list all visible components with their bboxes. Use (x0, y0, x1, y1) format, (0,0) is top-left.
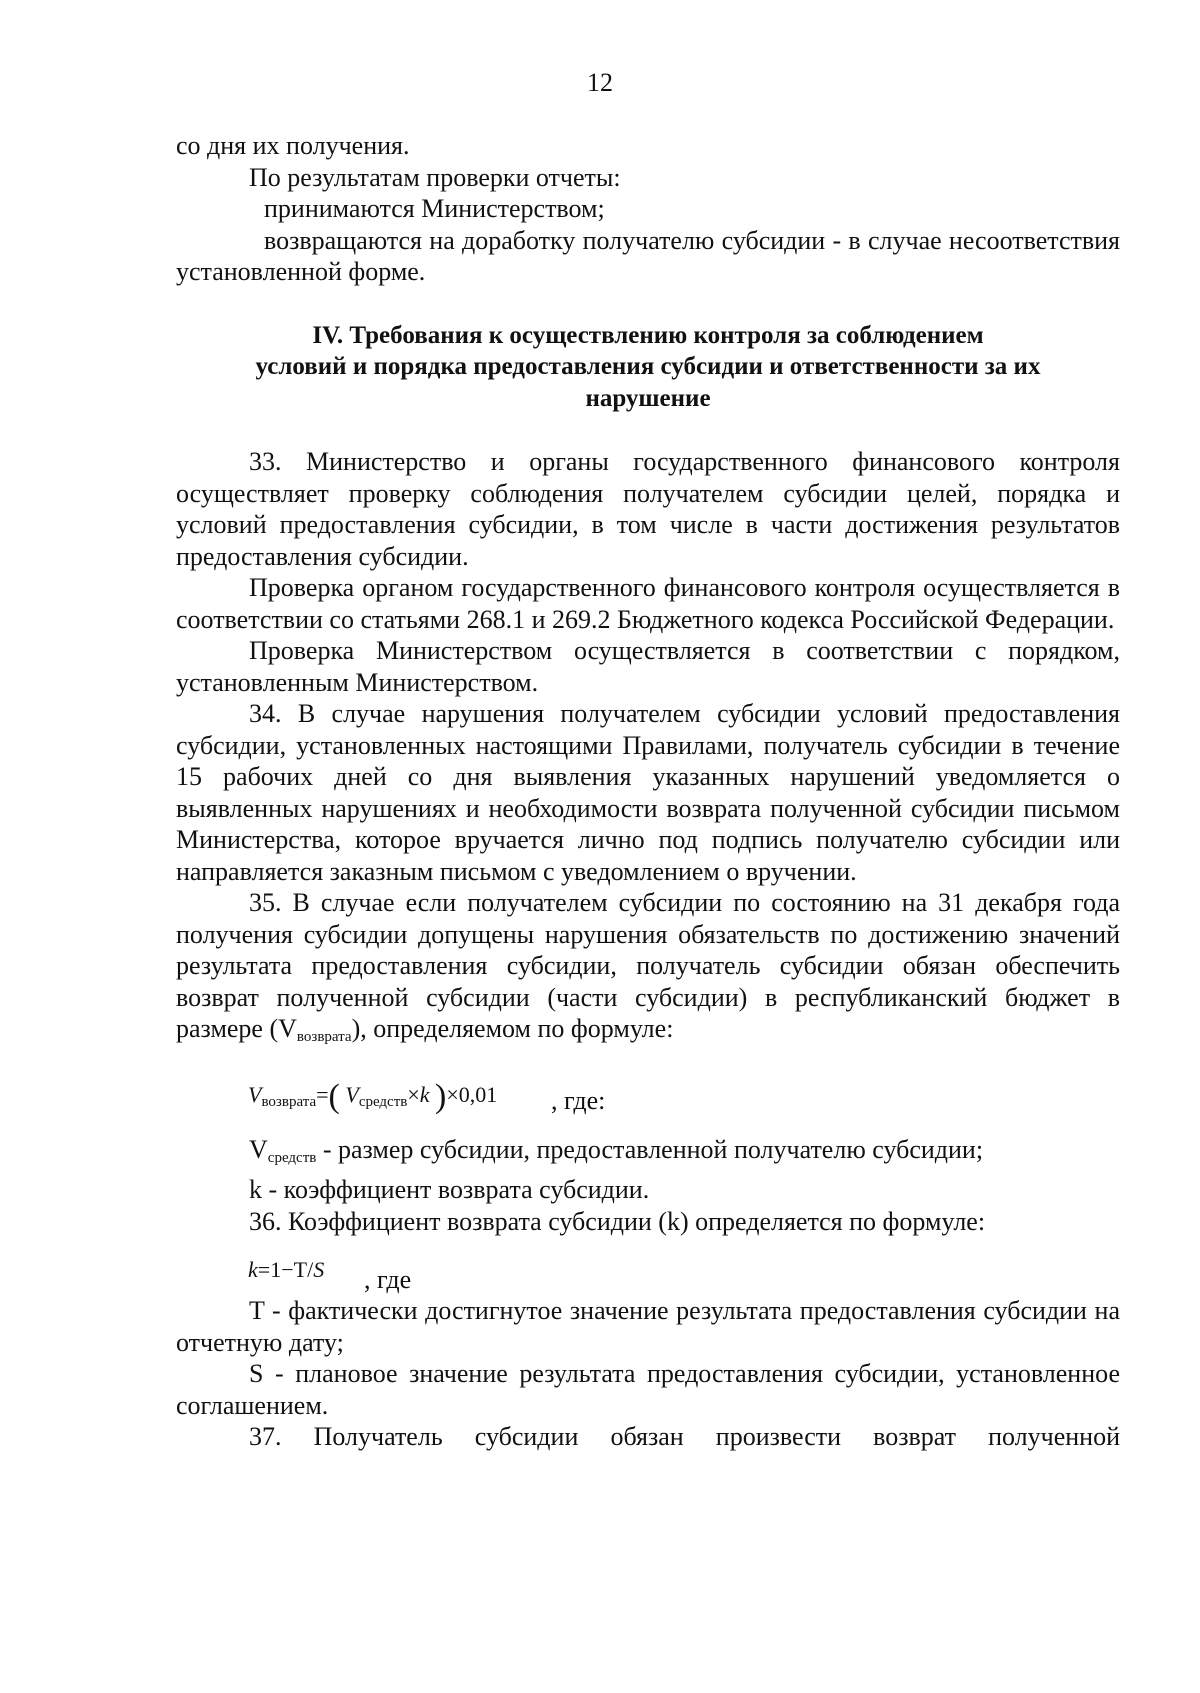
formula-equals: = (316, 1081, 329, 1107)
section-heading (176, 320, 1120, 415)
paragraph-35-subscript: возврата (296, 1029, 352, 1045)
section-heading-line-1: IV. Требования к осуществлению контроля за соблюдением (312, 321, 984, 349)
paragraph-37: 37. Получатель субсидии обязан произвести возврат полученной (249, 1422, 1120, 1451)
paragraph-34: 34. В случае нарушения получателем субсидии условий предоставления субсидии, установленных настоящими Правилами, получатель субсидии в течение 15 рабочих дней со дня выявления указанных нарушений уведомляется о выявленных нарушениях и необходимости возврата полученной субсидии письмом Министерства, которое вручается лично под подпись получателю субсидии или направляется заказным письмом с уведомлением о вручении. (176, 699, 1120, 886)
formula-k-slash: / (307, 1257, 314, 1282)
formula-v: V (248, 1081, 262, 1107)
formula-paren-close: ) (435, 1077, 447, 1115)
formula-times: × (407, 1081, 420, 1107)
definition-v-funds (176, 1134, 1120, 1175)
intro-line-4: возвращаются на доработку получателю субсидии - в случае несоответствия установленной форме. (176, 225, 1120, 286)
formula-coefficient: 0,01 (458, 1081, 498, 1107)
paragraph-33-check-finance-control: Проверка органом государственного финансового контроля осуществляется в соответствии со статьями 268.1 и 269.2 Бюджетного кодекса Российской Федерации. (176, 573, 1120, 634)
paragraph-35-tail: ), определяемом по формуле: (351, 1014, 674, 1043)
paragraph-35 (176, 887, 1120, 1054)
formula-v2-subscript: средств (358, 1093, 408, 1110)
formula-k-equals: = (257, 1257, 271, 1282)
paragraph-36: 36. Коэффициент возврата субсидии (k) определяется по формуле: (249, 1206, 986, 1236)
definition-v-letter: V (249, 1134, 268, 1164)
formula-times-2: × (446, 1081, 459, 1107)
paragraph-33-check-ministry: Проверка Министерством осуществляется в соответствии с порядком, установленным Министерством. (176, 636, 1120, 697)
formula-paren-open: ( (328, 1077, 340, 1115)
section-heading-line-2: условий и порядка предоставления субсидии и ответственности за их (255, 353, 1041, 380)
document-body (176, 130, 1120, 1453)
definition-v-text: - размер субсидии, предоставленной получателю субсидии; (316, 1134, 984, 1164)
formula-k: k (419, 1081, 430, 1107)
paragraph-33: 33. Министерство и органы государственного финансового контроля осуществляет проверку соблюдения получателем субсидии целей, порядка и условий предоставления субсидии, в том числе в части достижения результатов предоставления субсидии. (176, 447, 1120, 571)
intro-line-3: принимаются Министерством; (264, 194, 605, 223)
formula-v-subscript: возврата (261, 1093, 317, 1110)
formula-k-s: S (313, 1257, 325, 1282)
formula-v2: V (345, 1081, 359, 1107)
paragraph-35-text: 35. В случае если получателем субсидии по состоянию на 31 декабря года получения субсидии допущены нарушения обязательств по достижению значений результата предоставления субсидии, получатель субсидии обязан обеспечить возврат полученной субсидии (части субсидии) в республиканский бюджет в размере (V (176, 888, 1120, 1043)
formula-coefficient-k (176, 1257, 1120, 1293)
intro-line-2: По результатам проверки отчеты: (249, 162, 621, 192)
formula-k-minus: − (281, 1257, 294, 1282)
page-number: 12 (587, 68, 613, 97)
formula-k-expression (248, 1257, 324, 1283)
formula-k-var: k (248, 1257, 258, 1282)
section-heading-line-3: нарушение (585, 384, 711, 412)
definition-t: T - фактически достигнутое значение результата предоставления субсидии на отчетную дату; (176, 1296, 1120, 1357)
definition-k: k - коэффициент возврата субсидии. (249, 1175, 650, 1204)
formula-suffix: , где: (551, 1085, 606, 1115)
formula-k-one: 1 (270, 1257, 282, 1282)
definition-s: S - плановое значение результата предоставления субсидии, установленное соглашением. (176, 1359, 1120, 1420)
definition-v-subscript: средств (267, 1149, 317, 1166)
formula-refund-amount (176, 1072, 1120, 1118)
formula-k-t: T (293, 1257, 308, 1282)
formula-refund-expression (248, 1078, 497, 1116)
intro-line-1: со дня их получения. (176, 131, 410, 160)
formula-k-suffix: , где (364, 1265, 412, 1294)
